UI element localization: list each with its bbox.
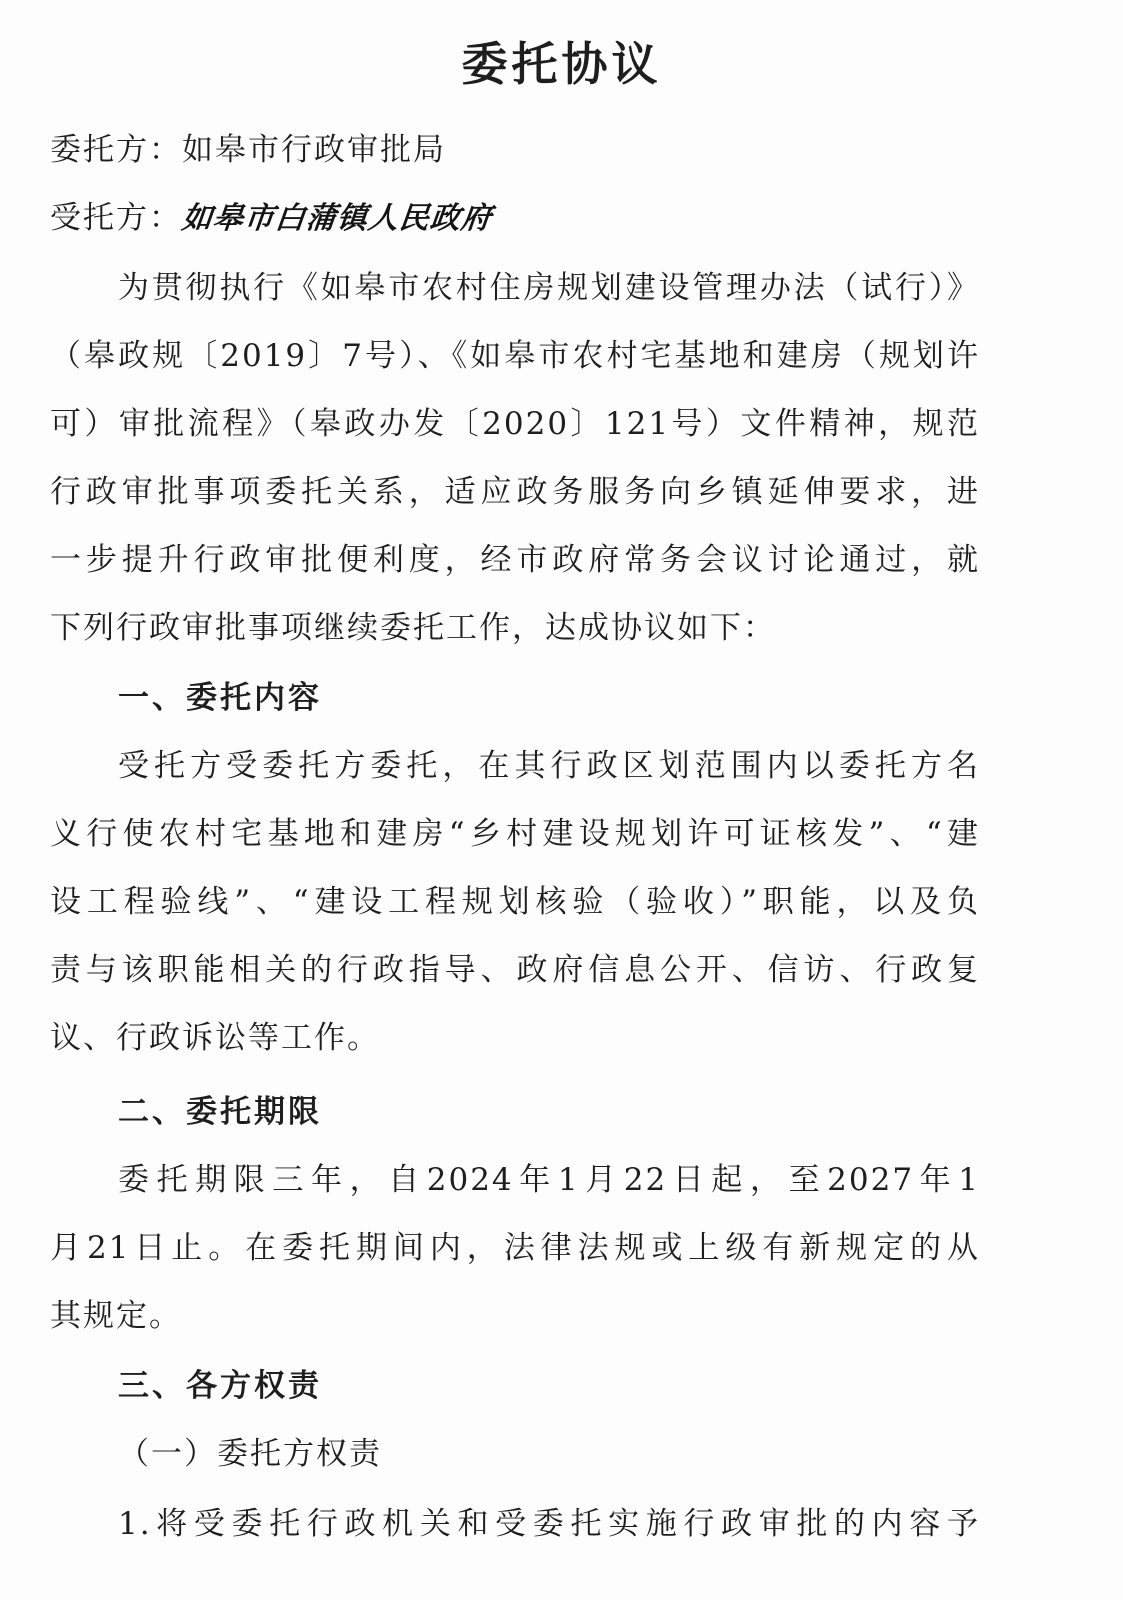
intro-line-1: 为贯彻执行《如皋市农村住房规划建设管理办法（试行）》	[118, 270, 980, 306]
intro-line-2: （皋政规〔2019〕7号）、《如皋市农村宅基地和建房（规划许	[50, 338, 980, 374]
section1-line-3: 设工程验线”、“建设工程规划核验（验收）”职能，以及负	[50, 884, 980, 920]
agent-name-handwritten: 如皋市白蒲镇人民政府	[180, 201, 494, 236]
section1-heading: 一、委托内容	[118, 680, 322, 716]
intro-line-6: 下列行政审批事项继续委托工作，达成协议如下：	[50, 610, 776, 646]
section2-line-2: 月21日止。在委托期间内，法律法规或上级有新规定的从	[50, 1230, 980, 1266]
principal-name: 如皋市行政审批局	[182, 132, 446, 168]
intro-line-3: 可）审批流程》（皋政办发〔2020〕121号）文件精神，规范	[50, 406, 980, 442]
intro-line-4: 行政审批事项委托关系，适应政务服务向乡镇延伸要求，进	[50, 474, 980, 510]
section2-line-1: 委托期限三年，自2024年1月22日起，至2027年1	[118, 1162, 980, 1198]
section1-line-1: 受托方受委托方委托，在其行政区划范围内以委托方名	[118, 748, 980, 784]
agent-line	[50, 198, 980, 239]
item1-line: 1.将受委托行政机关和受委托实施行政审批的内容予	[118, 1506, 980, 1542]
section3-heading: 三、各方权责	[118, 1368, 322, 1404]
section1-line-4: 责与该职能相关的行政指导、政府信息公开、信访、行政复	[50, 952, 980, 988]
section2-heading: 二、委托期限	[118, 1094, 322, 1130]
principal-line	[50, 130, 980, 170]
principal-label: 委托方：	[50, 132, 182, 168]
section1-line-2: 义行使农村宅基地和建房“乡村建设规划许可证核发”、“建	[50, 816, 980, 852]
section2-line-3: 其规定。	[50, 1298, 182, 1334]
document-title: 委托协议	[461, 37, 662, 91]
agent-label: 受托方：	[50, 200, 182, 236]
intro-line-5: 一步提升行政审批便利度，经市政府常务会议讨论通过，就	[50, 542, 980, 578]
section1-line-5: 议、行政诉讼等工作。	[50, 1020, 380, 1056]
subsection1-heading: （一）委托方权责	[118, 1436, 382, 1472]
